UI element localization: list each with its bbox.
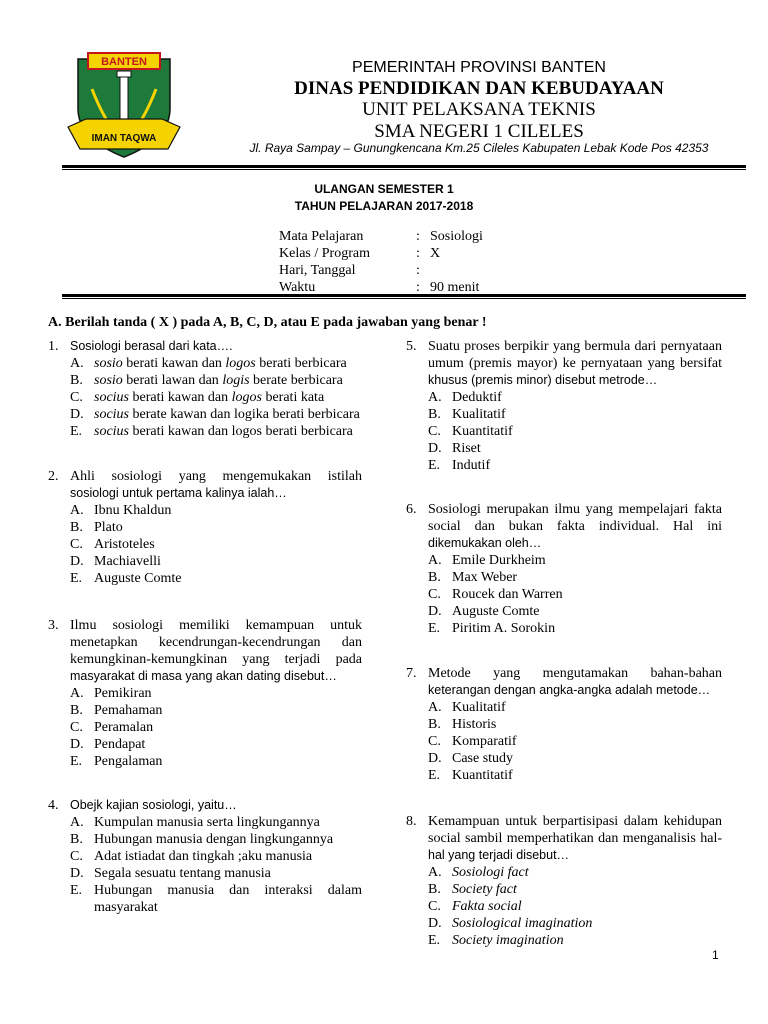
question-stem: Sosiologi merupakan ilmu yang mempelajari fakta	[428, 502, 722, 517]
option-c[interactable]: C. Komparatif	[428, 734, 517, 749]
option-e[interactable]: E. socius berati kawan dan logos berati berbicara	[70, 424, 353, 439]
question-4	[48, 797, 362, 917]
question-stem-cont: dikemukakan oleh…	[428, 536, 542, 550]
question-stem: Sosiologi berasal dari kata….	[70, 339, 233, 353]
option-c[interactable]: C. Roucek dan Warren	[428, 587, 563, 602]
option-b[interactable]: B. Kualitatif	[428, 407, 506, 422]
option-a[interactable]: A. Sosiologi fact	[428, 865, 529, 880]
option-d[interactable]: D. Segala sesuatu tentang manusia	[70, 866, 271, 881]
info-rule-thin	[62, 298, 746, 299]
option-a[interactable]: A. Emile Durkheim	[428, 553, 546, 568]
header-address: Jl. Raya Sampay – Gunungkencana Km.25 Cileles Kabupaten Lebak Kode Pos 42353	[249, 141, 709, 155]
question-1	[48, 338, 362, 438]
option-a[interactable]: A. Deduktif	[428, 390, 502, 405]
info-value: Sosiologi	[430, 229, 483, 244]
question-stem-cont: kemungkinan-kemungkinan yang terjadi pada	[70, 652, 362, 667]
option-a[interactable]: A. Pemikiran	[70, 686, 152, 701]
header-line4: SMA NEGERI 1 CILELES	[374, 121, 584, 142]
option-b[interactable]: B. Society fact	[428, 882, 517, 897]
logo-bottom-text: IMAN TAQWA	[91, 133, 157, 144]
question-stem-cont: sosiologi untuk pertama kalinya ialah…	[70, 486, 287, 500]
option-a[interactable]: A. Ibnu Khaldun	[70, 503, 172, 518]
option-e-cont: masyarakat	[94, 900, 158, 915]
question-number: 7.	[406, 666, 417, 681]
header-line1: PEMERINTAH PROVINSI BANTEN	[352, 59, 606, 76]
question-number: 3.	[48, 618, 59, 633]
logo-top-text: BANTEN	[101, 56, 147, 68]
question-stem: Obejk kajian sosiologi, yaitu…	[70, 798, 237, 812]
question-stem-cont: umum (premis mayor) ke pernyataan yang bersifat	[428, 356, 722, 371]
question-stem: Ahli sosiologi yang mengemukakan istilah	[70, 469, 362, 484]
question-2	[48, 468, 362, 588]
option-b[interactable]: B. Hubungan manusia dengan lingkungannya	[70, 832, 334, 847]
option-c[interactable]: C. Peramalan	[70, 720, 154, 735]
question-stem-cont: khusus (premis minor) disebut metrode…	[428, 373, 658, 387]
question-3	[48, 617, 362, 777]
header-rule	[62, 165, 746, 168]
question-number: 1.	[48, 339, 59, 354]
option-a[interactable]: A. sosio berati kawan dan logos berati berbicara	[70, 356, 347, 371]
question-number: 5.	[406, 339, 417, 354]
section-instruction: A. Berilah tanda ( X ) pada A, B, C, D, atau E pada jawaban yang benar !	[48, 315, 487, 330]
option-e[interactable]: E. Society imagination	[428, 933, 564, 948]
info-label: Waktu	[279, 280, 316, 295]
question-stem: Metode yang mengutamakan bahan-bahan	[428, 666, 722, 681]
option-e[interactable]: E. Indutif	[428, 458, 491, 473]
question-stem-cont: keterangan dengan angka-angka adalah metode…	[428, 683, 711, 697]
option-a[interactable]: A. Kumpulan manusia serta lingkungannya	[70, 815, 320, 830]
question-stem-cont: social dan bukan fakta individual. Hal ini	[428, 519, 722, 534]
option-e[interactable]: E. Auguste Comte	[70, 571, 182, 586]
option-b[interactable]: B. Max Weber	[428, 570, 518, 585]
option-e[interactable]: E. Hubungan manusia dan interaksi dalam	[70, 883, 362, 898]
question-number: 8.	[406, 814, 417, 829]
option-c[interactable]: C. Adat istiadat dan tingkah ;aku manusia	[70, 849, 313, 864]
question-5	[406, 338, 722, 478]
option-c[interactable]: C. socius berati kawan dan logos berati kata	[70, 390, 325, 405]
question-7	[406, 665, 722, 785]
option-e[interactable]: E. Piritim A. Sorokin	[428, 621, 556, 636]
option-d[interactable]: D. Case study	[428, 751, 514, 766]
option-b[interactable]: B. Pemahaman	[70, 703, 163, 718]
info-label: Mata Pelajaran	[279, 229, 364, 244]
question-number: 4.	[48, 798, 59, 813]
question-number: 6.	[406, 502, 417, 517]
info-value: 90 menit	[430, 280, 480, 295]
header-rule-thin	[62, 169, 746, 170]
option-a[interactable]: A. Kualitatif	[428, 700, 506, 715]
option-b[interactable]: B. sosio berati lawan dan logis berate berbicara	[70, 373, 343, 388]
question-6	[406, 501, 722, 641]
question-number: 2.	[48, 469, 59, 484]
question-stem-cont: social sambil memperhatikan dan menganalisis hal-	[428, 831, 722, 846]
option-b[interactable]: B. Historis	[428, 717, 497, 732]
question-stem-cont: hal yang terjadi disebut…	[428, 848, 570, 862]
option-d[interactable]: D. Pendapat	[70, 737, 146, 752]
exam-title: ULANGAN SEMESTER 1	[314, 182, 454, 196]
option-c[interactable]: C. Aristoteles	[70, 537, 155, 552]
question-stem-cont: menetapkan kecendrungan-kecendrungan dan	[70, 635, 362, 650]
option-e[interactable]: E. Pengalaman	[70, 754, 163, 769]
option-c[interactable]: C. Kuantitatif	[428, 424, 513, 439]
info-value: X	[430, 246, 441, 261]
banten-logo	[64, 49, 184, 163]
option-d[interactable]: D. Machiavelli	[70, 554, 161, 569]
question-stem: Ilmu sosiologi memiliki kemampuan untuk	[70, 618, 362, 633]
info-rule	[62, 294, 746, 297]
option-d[interactable]: D. Riset	[428, 441, 481, 456]
option-c[interactable]: C. Fakta social	[428, 899, 522, 914]
exam-year: TAHUN PELAJARAN 2017-2018	[294, 199, 474, 213]
option-d[interactable]: D. socius berate kawan dan logika berati berbicara	[70, 407, 360, 422]
option-b[interactable]: B. Plato	[70, 520, 123, 535]
question-8	[406, 813, 722, 953]
header-line2: DINAS PENDIDIKAN DAN KEBUDAYAAN	[294, 78, 664, 99]
option-d[interactable]: D. Auguste Comte	[428, 604, 540, 619]
option-e[interactable]: E. Kuantitatif	[428, 768, 513, 783]
page-number: 1	[712, 948, 719, 962]
header-line3: UNIT PELAKSANA TEKNIS	[362, 99, 596, 120]
question-stem-cont: masyarakat di masa yang akan dating disebut…	[70, 669, 337, 683]
option-d[interactable]: D. Sosiological imagination	[428, 916, 593, 931]
info-label: Hari, Tanggal	[279, 263, 356, 278]
question-stem: Kemampuan untuk berpartisipasi dalam kehidupan	[428, 814, 722, 829]
info-label: Kelas / Program	[279, 246, 370, 261]
question-stem: Suatu proses berpikir yang bermula dari pernyataan	[428, 339, 722, 354]
